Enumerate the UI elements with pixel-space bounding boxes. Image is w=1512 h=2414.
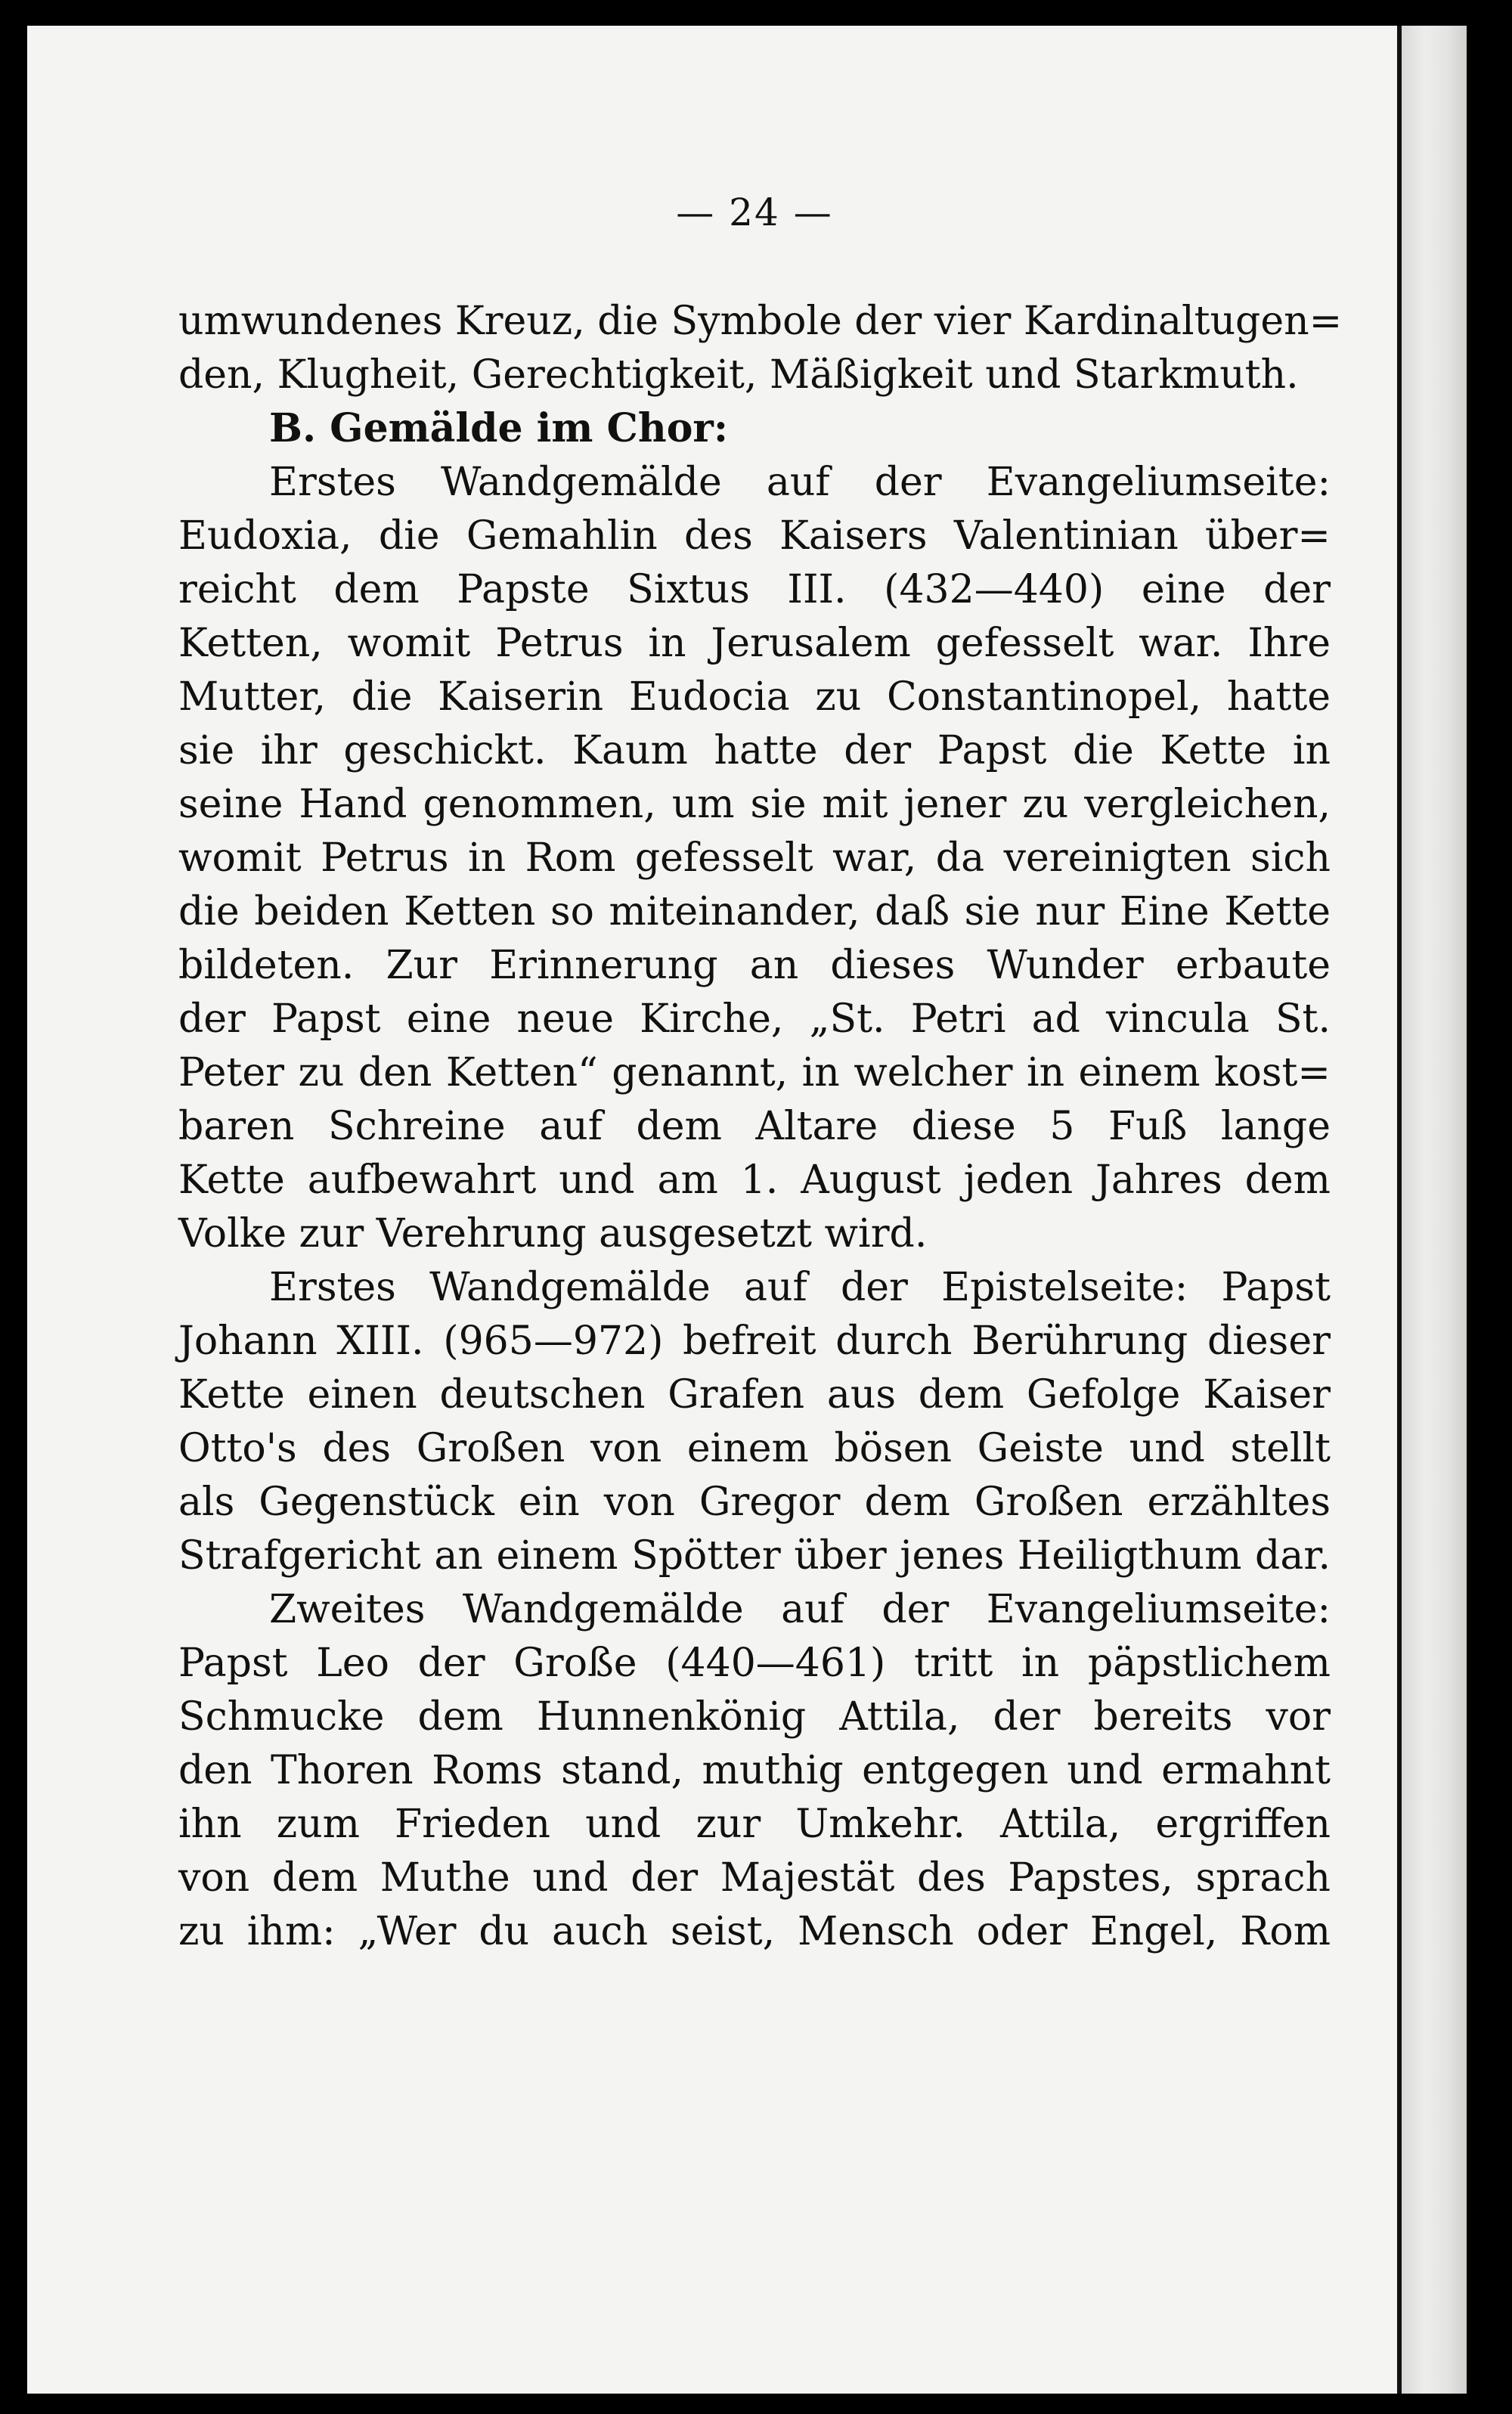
text-line: ihn zum Frieden und zur Umkehr. Attila, ergriffen xyxy=(178,1802,1331,1847)
text-line: Johann XIII. (965—972) befreit durch Berührung dieser xyxy=(178,1319,1331,1364)
page-gutter xyxy=(1397,26,1467,2394)
text-line: der Papst eine neue Kirche, „St. Petri ad vincula St. xyxy=(178,996,1331,1042)
text-line: Mutter, die Kaiserin Eudocia zu Constantinopel, hatte xyxy=(178,674,1331,720)
text-line: Kette aufbewahrt und am 1. August jeden Jahres dem xyxy=(178,1157,1331,1203)
text-line: als Gegenstück ein von Gregor dem Großen erzähltes xyxy=(178,1480,1331,1525)
section-heading: B. Gemälde im Chor: xyxy=(269,405,729,451)
text-line: reicht dem Papste Sixtus III. (432—440) eine der xyxy=(178,567,1331,612)
page-number: — 24 — xyxy=(676,191,833,234)
text-line: baren Schreine auf dem Altare diese 5 Fuß lange xyxy=(178,1104,1331,1149)
book-page xyxy=(27,26,1467,2394)
text-line: Strafgericht an einem Spötter über jenes Heiligthum dar. xyxy=(178,1533,1331,1579)
text-line: sie ihr geschickt. Kaum hatte der Papst die Kette in xyxy=(178,728,1331,773)
text-line: Ketten, womit Petrus in Jerusalem gefesselt war. Ihre xyxy=(178,621,1331,666)
text-line: zu ihm: „Wer du auch seist, Mensch oder Engel, Rom xyxy=(178,1909,1331,1954)
text-line: den, Klugheit, Gerechtigkeit, Mäßigkeit und Starkmuth. xyxy=(178,352,1299,398)
text-line: Eudoxia, die Gemahlin des Kaisers Valentinian über= xyxy=(178,513,1331,559)
text-line: Peter zu den Ketten“ genannt, in welcher in einem kost= xyxy=(178,1050,1331,1095)
text-line: Schmucke dem Hunnenkönig Attila, der bereits vor xyxy=(178,1694,1331,1740)
text-line: von dem Muthe und der Majestät des Papstes, sprach xyxy=(178,1855,1331,1901)
text-line: Kette einen deutschen Grafen aus dem Gefolge Kaiser xyxy=(178,1372,1331,1418)
text-line: seine Hand genommen, um sie mit jener zu vergleichen, xyxy=(178,782,1331,827)
text-line: die beiden Ketten so miteinander, daß sie nur Eine Kette xyxy=(178,889,1331,934)
text-line: Volke zur Verehrung ausgesetzt wird. xyxy=(178,1211,928,1257)
text-line: Papst Leo der Große (440—461) tritt in päpstlichem xyxy=(178,1641,1331,1686)
text-line: Erstes Wandgemälde auf der Epistelseite: Papst xyxy=(269,1265,1331,1310)
text-line: den Thoren Roms stand, muthig entgegen und ermahnt xyxy=(178,1748,1331,1793)
text-line: Otto's des Großen von einem bösen Geiste und stellt xyxy=(178,1426,1331,1471)
text-line: umwundenes Kreuz, die Symbole der vier Kardinaltugen= xyxy=(178,299,1343,344)
text-line: Erstes Wandgemälde auf der Evangeliumseite: xyxy=(269,460,1331,505)
text-line: Zweites Wandgemälde auf der Evangeliumseite: xyxy=(269,1587,1331,1632)
text-line: bildeten. Zur Erinnerung an dieses Wunder erbaute xyxy=(178,943,1331,988)
text-line: womit Petrus in Rom gefesselt war, da vereinigten sich xyxy=(178,835,1331,881)
